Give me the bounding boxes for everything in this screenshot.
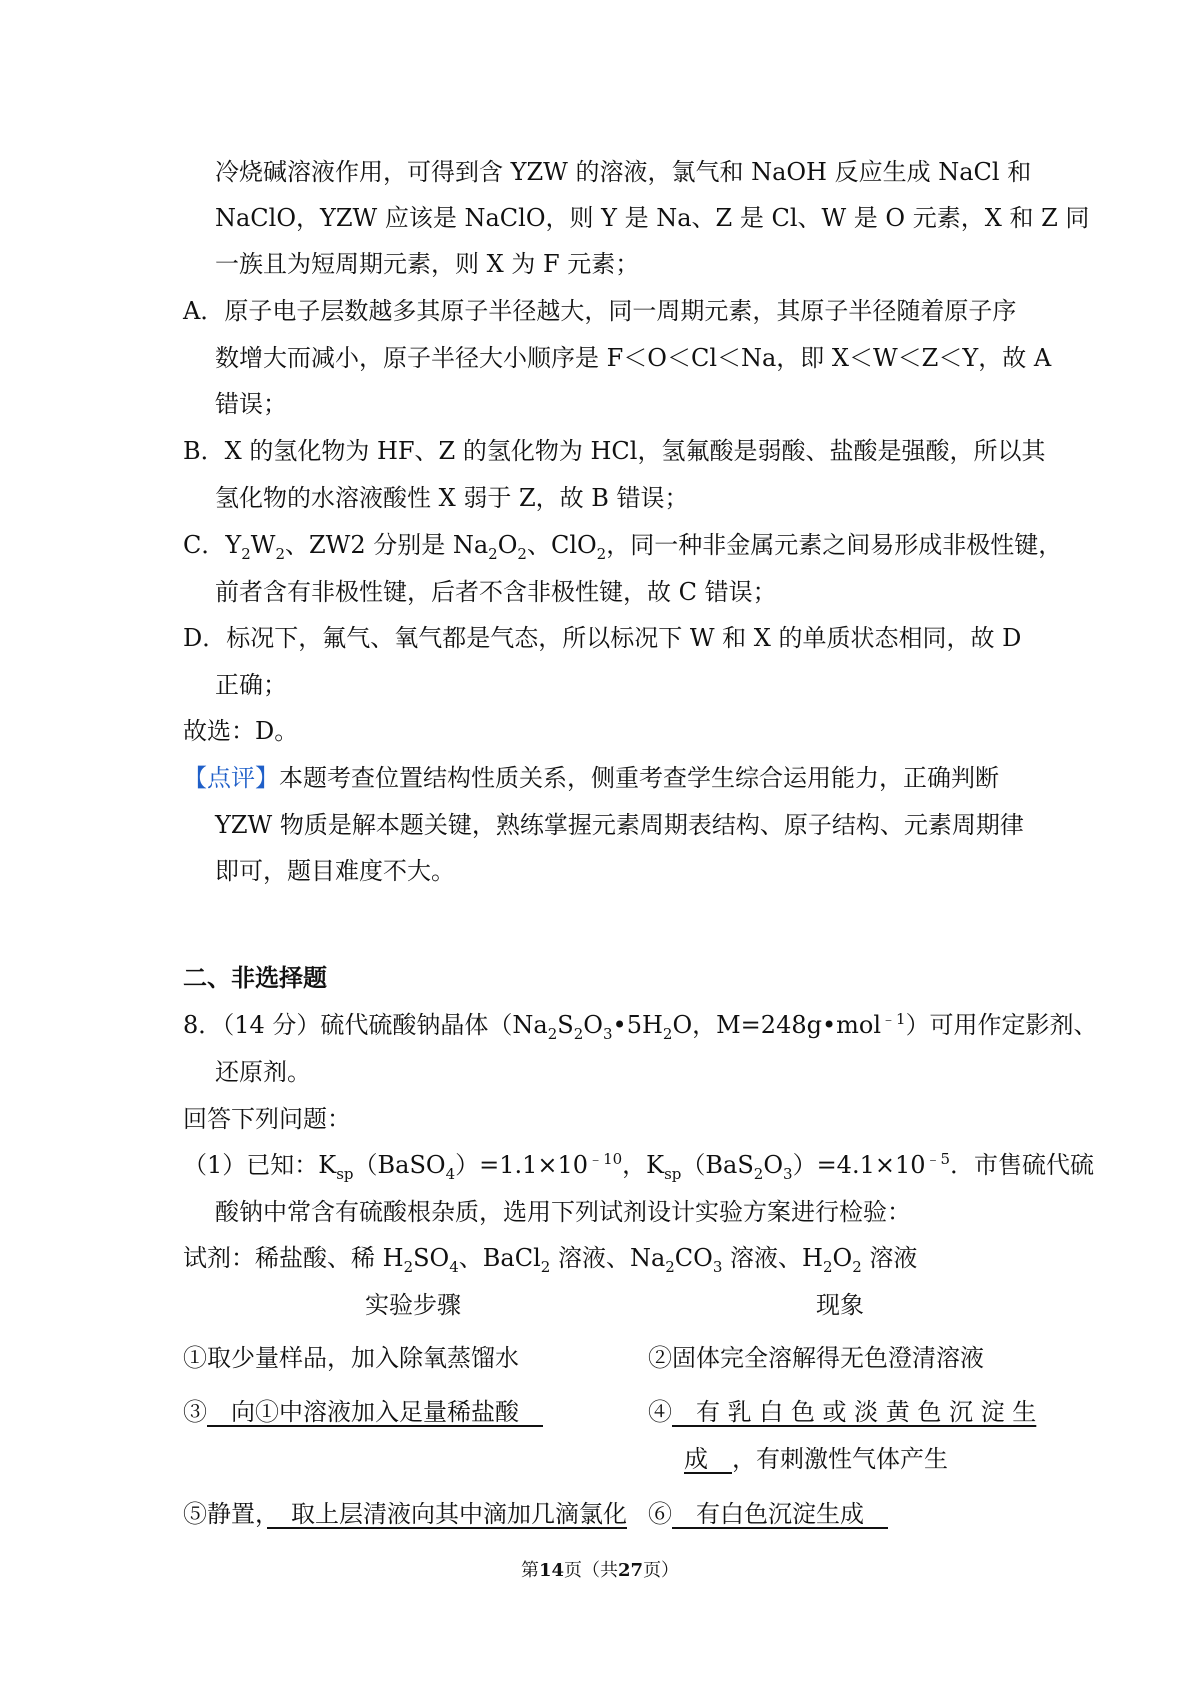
review-line: YZW 物质是解本题关键，熟练掌握元素周期表结构、原子结构、元素周期律: [215, 811, 1024, 839]
table-row3-phenomenon: ⑥ 有白色沉淀生成: [648, 1500, 888, 1528]
option-b-line: 氢化物的水溶液酸性 X 弱于 Z，故 B 错误；: [215, 484, 689, 512]
option-c-line: 前者含有非极性键，后者不含非极性键，故 C 错误；: [215, 578, 777, 606]
paragraph-line: 一族且为短周期元素，则 X 为 F 元素；: [215, 250, 640, 278]
option-a-line: A．原子电子层数越多其原子半径越大，同一周期元素，其原子半径随着原子序: [183, 297, 1017, 325]
page-total: 27: [618, 1560, 644, 1581]
page-number: 14: [538, 1560, 564, 1581]
ksp-line: （1）已知：$K_{sp}(BaSO_4)=1.1\times 10^{﹣10}$，$K_{sp}(BaS_2O_3)=4.1\times 10^{﹣5}$．市售硫代硫: [183, 1150, 1095, 1183]
review-line: 【点评】本题考查位置结构性质关系，侧重考查学生综合运用能力，正确判断: [183, 764, 999, 792]
review-line: 即可，题目难度不大。: [215, 857, 455, 885]
table-row2-step: ③ 向①中溶液加入足量稀盐酸: [183, 1398, 543, 1426]
instruction-line: 回答下列问题：: [183, 1105, 351, 1133]
table-row2-phenomenon-cont: 成 ，有刺激性气体产生: [684, 1445, 948, 1473]
answer-blank: 向①中溶液加入足量稀盐酸: [207, 1398, 543, 1426]
review-label: 【点评】: [183, 764, 279, 792]
page-footer: 第14页（共27页）: [520, 1560, 680, 1581]
option-a-line: 错误；: [215, 390, 287, 418]
answer-blank: 取上层清液向其中滴加几滴氯化: [267, 1500, 627, 1528]
table-row1-phenomenon: ②固体完全溶解得无色澄清溶液: [648, 1344, 984, 1372]
paragraph-line: NaClO，YZW 应该是 NaClO，则 Y 是 Na、Z 是 Cl、W 是 O 元素，X 和 Z 同: [215, 204, 1090, 232]
table-row1-step: ①取少量样品，加入除氧蒸馏水: [183, 1344, 519, 1372]
reagents-line: 试剂：稀盐酸、稀 $H_2SO_4$、BaCl$_2$ 溶液、$Na_2CO_3$ 溶液、$H_2O_2$ 溶液: [183, 1244, 918, 1276]
option-a-line: 数增大而减小，原子半径大小顺序是 F＜O＜Cl＜Na，即 X＜W＜Z＜Y，故 A: [215, 344, 1052, 372]
table-header-phenomena: 现象: [816, 1291, 864, 1319]
ksp-line: 酸钠中常含有硫酸根杂质，选用下列试剂设计实验方案进行检验：: [215, 1198, 911, 1226]
answer-blank: 成: [684, 1445, 732, 1473]
paragraph-line: 冷烧碱溶液作用，可得到含 YZW 的溶液，氯气和 NaOH 反应生成 NaCl 和: [215, 158, 1032, 186]
answer-choice: 故选：D。: [183, 717, 299, 745]
question-8-line: 8．（14 分）硫代硫酸钠晶体（$Na_2S_2O_3•5H_2O$，M=248g•mol$^{﹣1}$）可用作定影剂、: [183, 1010, 1098, 1043]
option-b-line: B．X 的氢化物为 HF、Z 的氢化物为 HCl，氢氟酸是弱酸、盐酸是强酸，所以其: [183, 437, 1046, 465]
table-row2-phenomenon: ④ 有 乳 白 色 或 淡 黄 色 沉 淀 生: [648, 1398, 1037, 1426]
option-d-line: 正确；: [215, 671, 287, 699]
answer-blank: 有 乳 白 色 或 淡 黄 色 沉 淀 生: [672, 1398, 1037, 1426]
question-8-line: 还原剂。: [215, 1058, 311, 1086]
option-c-line: C．$Y_2W_2$、ZW2 分别是 $Na_2O_2$、ClO$_2$，同一种非金属元素之间易形成非极性键，: [183, 531, 1063, 563]
section-heading: 二、非选择题: [183, 964, 327, 992]
option-d-line: D．标况下，氟气、氧气都是气态，所以标况下 W 和 X 的单质状态相同，故 D: [183, 624, 1022, 652]
table-row3-step: ⑤静置， 取上层清液向其中滴加几滴氯化: [183, 1500, 627, 1528]
answer-blank: 有白色沉淀生成: [672, 1500, 888, 1528]
table-header-steps: 实验步骤: [365, 1291, 461, 1319]
